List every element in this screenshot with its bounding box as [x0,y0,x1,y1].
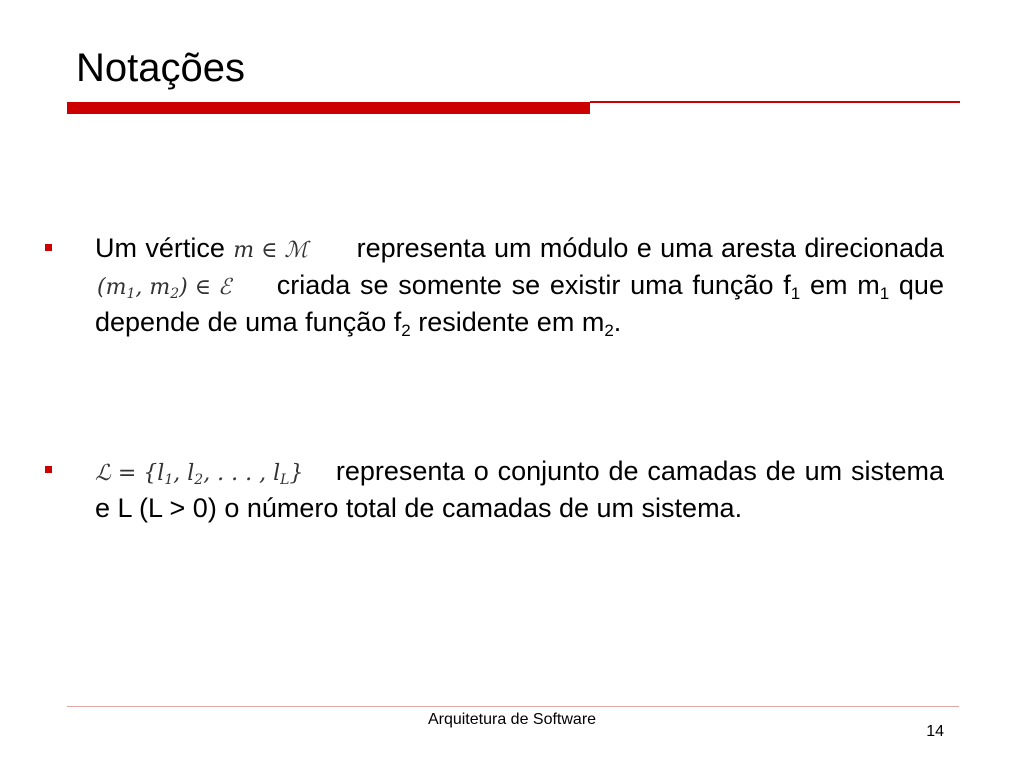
bullet-1-text-start: Um vértice [95,233,225,263]
subscript-f1: 1 [790,284,801,303]
footer-course-title: Arquitetura de Software [427,711,597,728]
subscript-f2: 2 [401,321,411,340]
bullet-1-text-condition: criada se somente se existir uma função f [276,270,791,300]
bullet-1-paragraph: Um vértice m ∈ ℳ representa um módulo e uma aresta direcionada ($m_1$, $m_2$) ∈ ℰ criada se somente se existir uma função $f_1$ em $m_1$ que depende de uma função $f_2$ residente em $m_2$. [95,233,944,340]
bullet-2-text: representa o conjunto de camadas de um sistema e L (L > 0) o número total de camadas de um sistema. [95,456,944,523]
slide-title: Notações [76,46,245,90]
bullet-marker-2 [45,466,52,473]
math-edge-membership: ($m_1$, $m_2$) ∈ ℰ [97,275,232,302]
page-number: 14 [926,723,944,740]
title-underline-thin [590,101,960,103]
math-vertex-membership: m ∈ ℳ [233,238,308,263]
subscript-m1: 1 [879,284,890,303]
title-underline-thick [67,102,590,114]
bullet-2-paragraph [95,453,944,527]
subscript-m2: 2 [604,321,614,340]
bullet-marker-1 [45,244,52,251]
math-layer-set: ℒ = {$l_1$, $l_2$, . . . , $l_L$} [95,461,304,488]
bullet-1-text-middle: representa um módulo e uma aresta direcionada [356,233,944,263]
footer-divider [67,706,959,707]
